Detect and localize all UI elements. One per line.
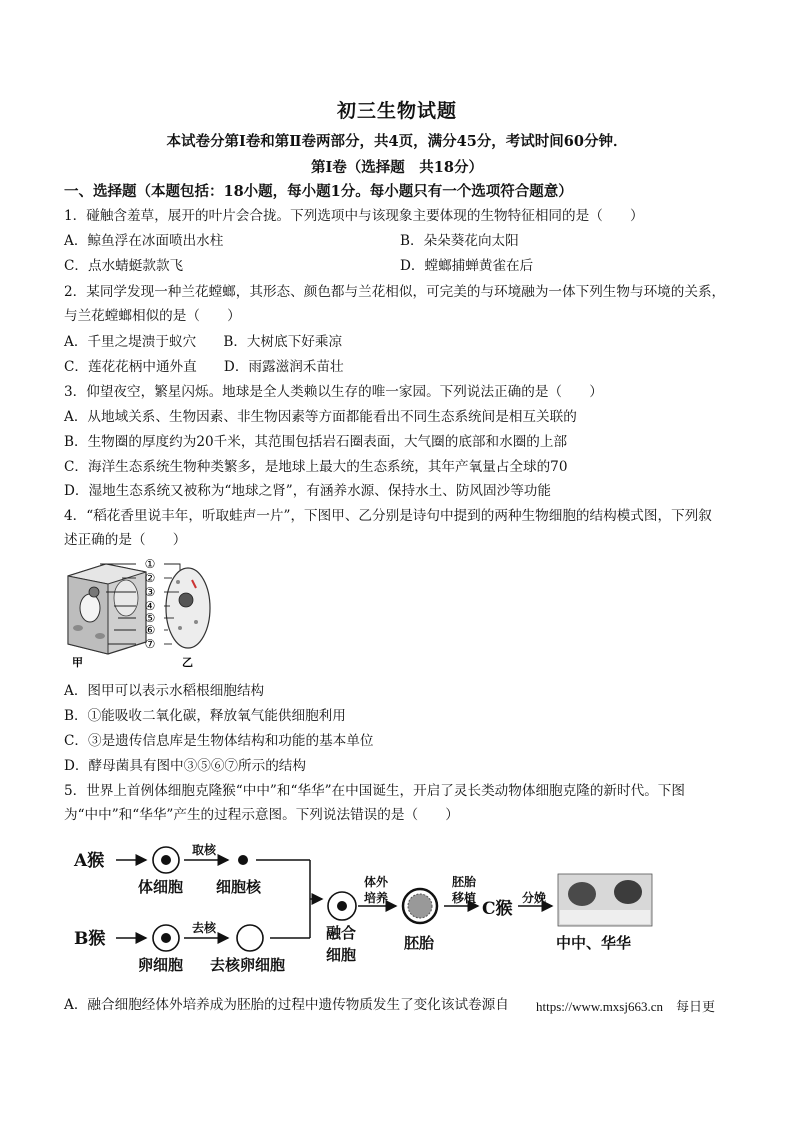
q1-option-d: D．螳螂捕蝉黄雀在后 bbox=[400, 258, 534, 274]
fused-cell-label-1: 融合 bbox=[326, 924, 357, 942]
cell-structure-figure bbox=[60, 556, 220, 672]
cell-a-caption: 甲 bbox=[72, 656, 83, 669]
body-cell-label: 体细胞 bbox=[138, 878, 184, 896]
structure-label: ③ bbox=[144, 585, 156, 599]
q3-option-c: C．海洋生态系统生物种类繁多，是地球上最大的生态系统，其年产氧量占全球的70 bbox=[64, 459, 568, 475]
section-heading: 一、选择题（本题包括：18小题，每小题1分。每小题只有一个选项符合题意） bbox=[64, 183, 573, 200]
transfer-label-2: 移植 bbox=[452, 891, 477, 905]
monkey-c-label: C猴 bbox=[482, 899, 513, 919]
structure-label: ② bbox=[144, 571, 156, 585]
plant-cell-diagram bbox=[68, 564, 146, 654]
q4-option-a: A．图甲可以表示水稻根细胞结构 bbox=[64, 683, 265, 699]
q5-stem-line2: 为“中中”和“华华”产生的过程示意图。下列说法错误的是（ ） bbox=[64, 807, 459, 823]
q3-option-d: D．湿地生态系统又被称为“地球之肾”，有涵养水源、保持水土、防风固沙等功能 bbox=[64, 483, 551, 499]
source-url: https://www.mxsj663.cn 每日更 bbox=[536, 999, 715, 1014]
offspring-label: 中中、华华 bbox=[556, 934, 632, 952]
fused-cell-label-2: 细胞 bbox=[326, 946, 357, 964]
birth-label: 分娩 bbox=[522, 891, 547, 905]
structure-label: ④ bbox=[144, 599, 156, 613]
q5-stem-line1: 5．世界上首例体细胞克隆猴“中中”和“华华”在中国诞生，开启了灵长类动物体细胞克隆的新时代。下图 bbox=[64, 783, 685, 799]
embryo-label: 胚胎 bbox=[404, 934, 435, 952]
q4-option-c: C．③是遗传信息库是生物体结构和功能的基本单位 bbox=[64, 733, 374, 749]
page-title: 初三生物试题 bbox=[336, 100, 457, 122]
q3-stem: 3．仰望夜空，繁星闪烁。地球是全人类赖以生存的唯一家园。下列说法正确的是（ ） bbox=[64, 384, 603, 400]
part-heading: 第Ⅰ卷（选择题 共18分） bbox=[311, 159, 483, 176]
culture-label-1: 体外 bbox=[364, 875, 389, 889]
q1-option-b: B．朵朵葵花向太阳 bbox=[400, 233, 519, 249]
structure-label: ① bbox=[144, 557, 156, 571]
culture-label-2: 培养 bbox=[364, 891, 389, 905]
monkey-b-label: B猴 bbox=[74, 929, 106, 949]
monkey-a-label: A猴 bbox=[74, 851, 105, 871]
enucleated-egg-label: 去核卵细胞 bbox=[210, 956, 286, 974]
q5-option-a: A．融合细胞经体外培养成为胚胎的过程中遗传物质发生了变化该试卷源自 bbox=[64, 997, 509, 1013]
q2-options-cd: C．莲花花柄中通外直 D．雨露滋润禾苗壮 bbox=[64, 359, 344, 375]
cloning-process-diagram bbox=[60, 836, 670, 976]
q1-stem: 1．碰触含羞草，展开的叶片会合拢。下列选项中与该现象主要体现的生物特征相同的是（ ） bbox=[64, 208, 644, 224]
q3-option-a: A．从地域关系、生物因素、非生物因素等方面都能看出不同生态系统间是相互关联的 bbox=[64, 409, 577, 425]
structure-label: ⑤ bbox=[144, 611, 156, 625]
nucleus-label: 细胞核 bbox=[216, 878, 262, 896]
remove-nucleus-label: 去核 bbox=[192, 921, 217, 935]
q2-stem-line2: 与兰花螳螂相似的是（ ） bbox=[64, 308, 241, 324]
q1-option-a: A．鲸鱼浮在冰面喷出水柱 bbox=[64, 233, 224, 249]
take-nucleus-label: 取核 bbox=[192, 843, 217, 857]
structure-label: ⑥ bbox=[144, 623, 156, 637]
animal-cell-diagram bbox=[166, 568, 210, 648]
q2-stem-line1: 2．某同学发现一种兰花螳螂，其形态、颜色都与兰花相似，可完美的与环境融为一体下列生物与环境的关系， bbox=[64, 284, 726, 300]
q4-stem-line1: 4．“稻花香里说丰年，听取蛙声一片”，下图甲、乙分别是诗句中提到的两种生物细胞的结构模式图，下列叙 bbox=[64, 508, 712, 524]
q4-option-b: B．①能吸收二氧化碳，释放氧气能供细胞利用 bbox=[64, 708, 346, 724]
q4-option-d: D．酵母菌具有图中③⑤⑥⑦所示的结构 bbox=[64, 758, 306, 774]
q2-options-ab: A．千里之堤溃于蚁穴 B．大树底下好乘凉 bbox=[64, 334, 343, 350]
q4-stem-line2: 述正确的是（ ） bbox=[64, 532, 187, 548]
structure-label: ⑦ bbox=[144, 637, 156, 651]
transfer-label-1: 胚胎 bbox=[452, 875, 477, 889]
q1-option-c: C．点水蜻蜓款款飞 bbox=[64, 258, 184, 274]
cell-b-caption: 乙 bbox=[182, 656, 193, 669]
exam-instructions: 本试卷分第Ⅰ卷和第Ⅱ卷两部分，共4页，满分45分，考试时间60分钟． bbox=[166, 133, 628, 150]
egg-cell-label: 卵细胞 bbox=[138, 956, 184, 974]
q3-option-b: B．生物圈的厚度约为20千米，其范围包括岩石圈表面，大气圈的底部和水圈的上部 bbox=[64, 434, 568, 450]
